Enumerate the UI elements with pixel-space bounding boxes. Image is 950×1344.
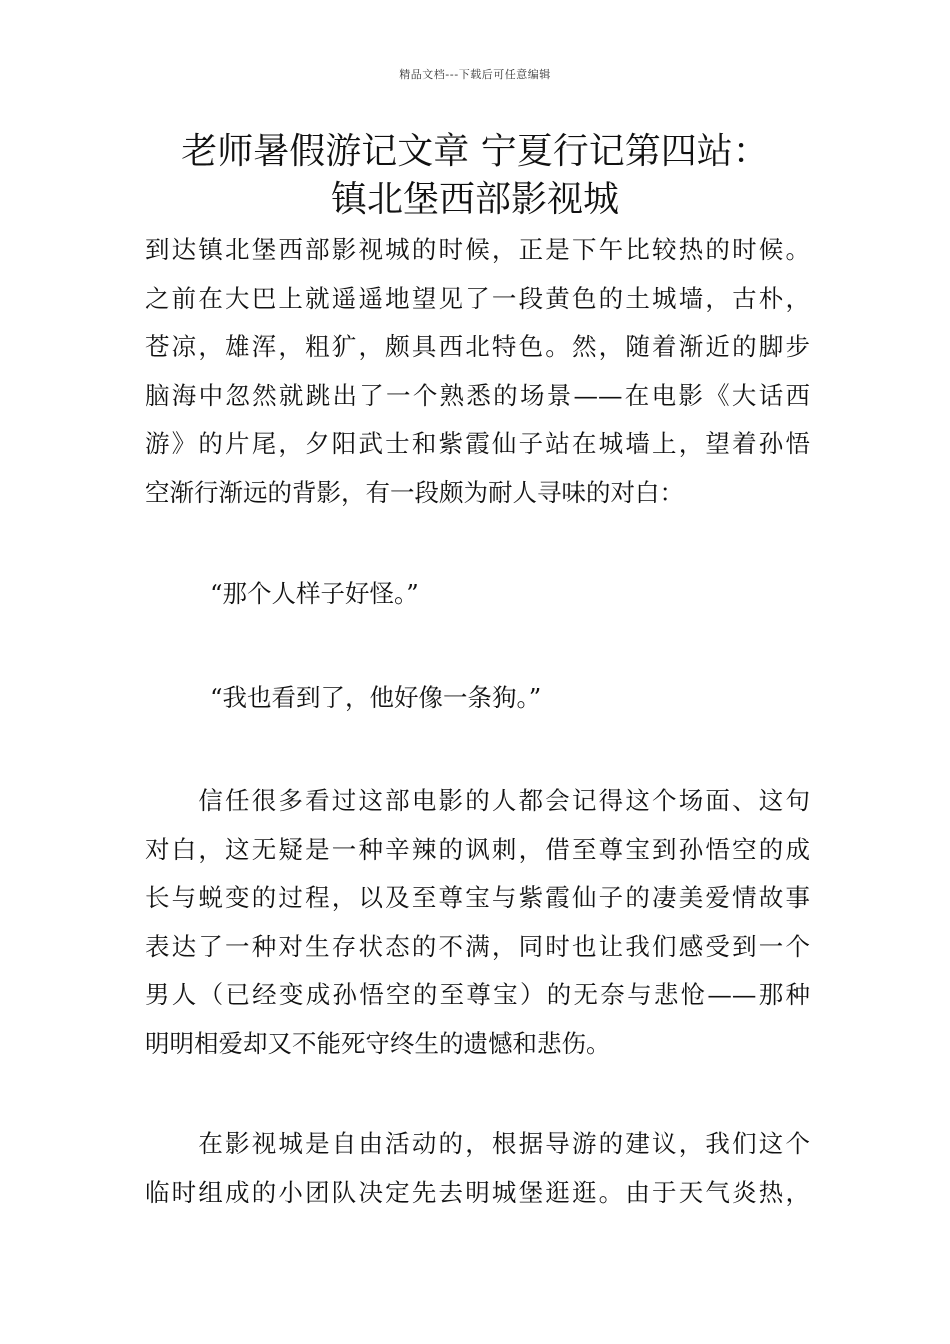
text-line: 游》的片尾，夕阳武士和紫霞仙子站在城墙上，望着孙悟 [145, 429, 810, 459]
text-line: 临时组成的小团队决定先去明城堡逛逛。由于天气炎热， [145, 1177, 810, 1207]
text-line: 之前在大巴上就遥遥地望见了一段黄色的土城墙，古朴， [145, 283, 810, 313]
text-line: 脑海中忽然就跳出了一个熟悉的场景——在电影《大话西 [145, 380, 810, 410]
dialog-line-2: “我也看到了，他好像一条狗。” [210, 683, 542, 712]
text-line: 空渐行渐远的背影，有一段颇为耐人寻味的对白： [145, 477, 684, 507]
text-line: 长与蜕变的过程，以及至尊宝与紫霞仙子的凄美爱情故事 [145, 883, 810, 913]
dialog-line-1: “那个人样子好怪。” [210, 579, 419, 608]
text-line: 在影视城是自由活动的，根据导游的建议，我们这个 [145, 1129, 810, 1158]
document-title-line-1: 老师暑假游记文章 宁夏行记第四站： [181, 131, 769, 172]
text-line: 到达镇北堡西部影视城的时候，正是下午比较热的时候。 [145, 235, 810, 264]
text-line: 明明相爱却又不能死守终生的遗憾和悲伤。 [145, 1028, 611, 1058]
text-line: 信任很多看过这部电影的人都会记得这个场面、这句 [145, 786, 810, 815]
paragraph-3 [145, 1120, 810, 1217]
header-note: 精品文档---下载后可任意编辑 [399, 68, 551, 81]
document-title-line-2: 镇北堡西部影视城 [330, 179, 619, 220]
text-line: 对白，这无疑是一种辛辣的讽刺，借至尊宝到孙悟空的成 [145, 834, 810, 864]
text-line: 男人（已经变成孙悟空的至尊宝）的无奈与悲怆——那种 [145, 980, 810, 1010]
text-line: 表达了一种对生存状态的不满，同时也让我们感受到一个 [145, 931, 810, 961]
text-line: 苍凉，雄浑，粗犷，颇具西北特色。然，随着渐近的脚步 [145, 332, 810, 362]
paragraph-1 [145, 226, 810, 518]
paragraph-2 [145, 777, 810, 1069]
